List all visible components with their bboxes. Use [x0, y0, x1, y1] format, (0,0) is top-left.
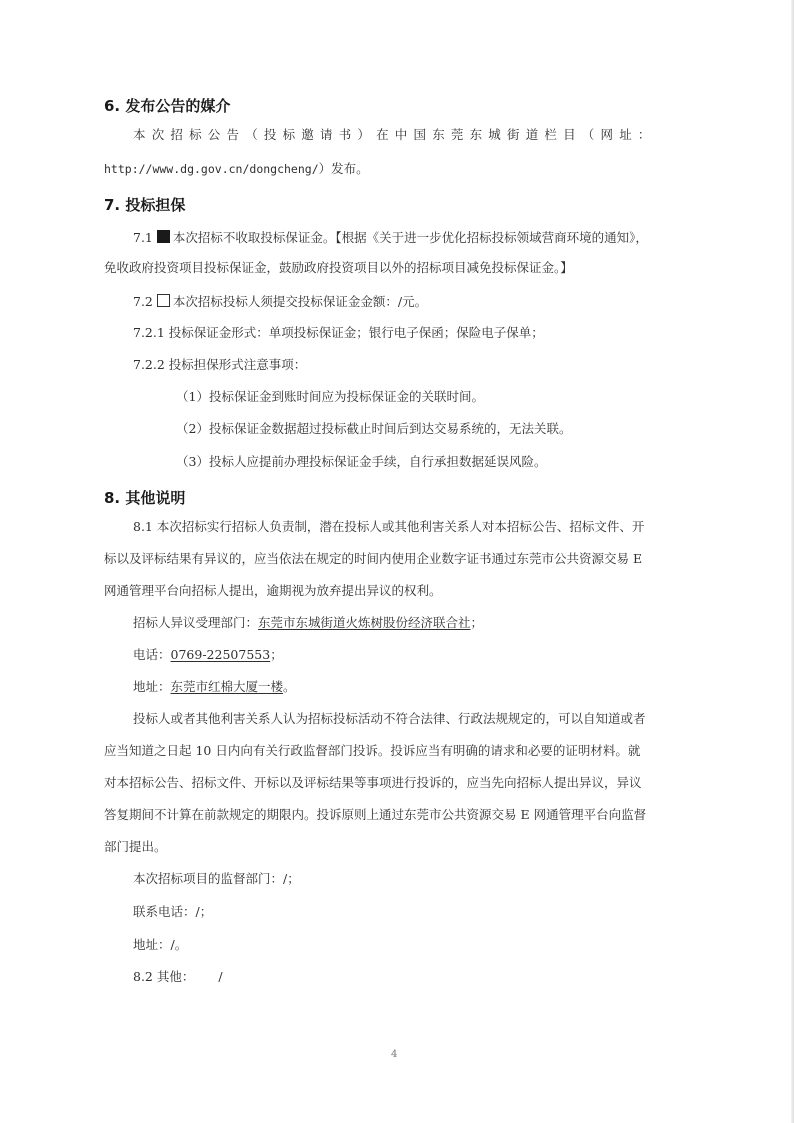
complaint-line-2: 应当知道之日起 10 日内向有关行政监督部门投诉。投诉应当有明确的请求和必要的证明材料。就 — [104, 743, 641, 758]
objection-address-end: 。 — [283, 679, 296, 694]
clause-7-1-continued: 免收政府投资项目投标保证金，鼓励政府投资项目以外的招标项目减免投标保证金。】 — [104, 260, 573, 275]
objection-address-value: 东莞市红棉大厦一楼 — [170, 679, 284, 694]
complaint-line-5: 部门提出。 — [104, 839, 167, 854]
objection-department-end: ； — [470, 615, 484, 630]
clause-7-2 — [133, 294, 427, 309]
clause-8-2-label: 8.2 其他： — [133, 969, 195, 984]
objection-phone-value: 0769-22507553 — [170, 647, 271, 662]
objection-department — [133, 617, 483, 630]
list-item: （2）投标保证金数据超过投标截止时间后到达交易系统的，无法关联。 — [176, 421, 572, 436]
clause-7-2-label: 7.2 — [133, 294, 153, 309]
section-6-line-2 — [104, 163, 369, 176]
objection-address — [133, 681, 296, 694]
complaint-line-4: 答复期间不计算在前款规定的期限内。投诉原则上通过东莞市公共资源交易 E 网通管理平台向监督 — [104, 807, 647, 822]
section-7-heading: 7. 投标担保 — [104, 196, 186, 214]
checked-checkbox-icon — [157, 230, 170, 243]
objection-phone — [133, 649, 283, 662]
supervisor-department: 本次招标项目的监督部门：/； — [133, 871, 300, 886]
clause-8-1-line-2: 标以及评标结果有异议的，应当依法在规定的时间内使用企业数字证书通过东莞市公共资源交易 E — [104, 551, 643, 566]
section-8-heading: 8. 其他说明 — [104, 489, 186, 507]
unchecked-checkbox-icon — [157, 294, 170, 307]
clause-7-2-1: 7.2.1 投标保证金形式：单项投标保证金；银行电子保函；保险电子保单； — [133, 325, 544, 340]
objection-department-label: 招标人异议受理部门： — [133, 615, 259, 630]
section-6-heading: 6. 发布公告的媒介 — [104, 97, 231, 115]
list-item: （1）投标保证金到账时间应为投标保证金的关联时间。 — [176, 389, 484, 404]
clause-7-2-2: 7.2.2 投标担保形式注意事项： — [133, 357, 307, 372]
clause-7-1 — [133, 230, 648, 245]
page-number: 4 — [391, 1049, 398, 1060]
clause-8-2-value: / — [218, 969, 223, 984]
objection-phone-label: 电话： — [133, 647, 171, 662]
section-6-line-1: 本次招标公告（投标邀请书）在中国东莞东城街道栏目（网址： — [133, 127, 657, 142]
list-item: （3）投标人应提前办理投标保证金手续，自行承担数据延误风险。 — [176, 454, 547, 469]
section-6-suffix: ）发布。 — [318, 161, 369, 176]
objection-department-value: 东莞市东城街道火炼树股份经济联合社 — [258, 615, 471, 630]
complaint-line-1: 投标人或者其他利害关系人认为招标投标活动不符合法律、行政法规规定的，可以自知道或者 — [133, 711, 646, 726]
clause-7-1-text: 本次招标不收取投标保证金。【根据《关于进一步优化招标投标领域营商环境的通知》， — [172, 230, 648, 245]
supervisor-address: 地址：/。 — [133, 937, 188, 952]
media-url: http://www.dg.gov.cn/dongcheng/ — [104, 162, 319, 176]
supervisor-phone: 联系电话：/； — [133, 904, 213, 919]
objection-phone-end: ； — [270, 647, 283, 662]
complaint-line-3: 对本招标公告、招标文件、开标以及评标结果等事项进行投诉的，应当先向招标人提出异议，异议 — [104, 775, 642, 790]
clause-8-1-line-1: 8.1 本次招标实行招标人负责制，潜在投标人或其他利害关系人对本招标公告、招标文件、开 — [133, 519, 645, 534]
clause-8-2 — [133, 971, 223, 984]
clause-7-1-label: 7.1 — [133, 230, 153, 245]
clause-8-1-line-3: 网通管理平台向招标人提出，逾期视为放弃提出异议的权利。 — [104, 583, 442, 598]
clause-7-2-text: 本次招标投标人须提交投标保证金金额：/元。 — [172, 294, 428, 309]
objection-address-label: 地址： — [133, 679, 171, 694]
